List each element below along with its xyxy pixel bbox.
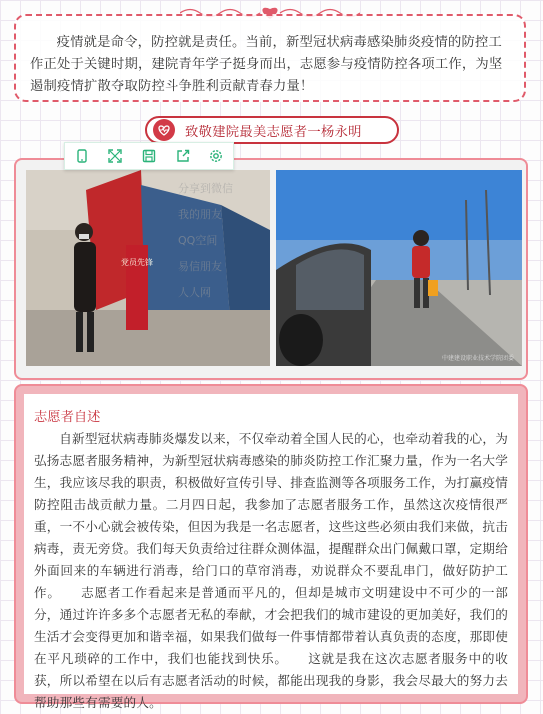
phone-icon[interactable]	[73, 147, 91, 165]
save-icon[interactable]	[140, 147, 158, 165]
volunteer-photo-right	[276, 170, 522, 366]
share-option-renren[interactable]: 人人网	[178, 286, 211, 299]
share-option-friends[interactable]: 我的朋友	[178, 208, 222, 221]
photo-watermark: 中建建设职业技术学院团委	[441, 355, 514, 362]
photo-frame	[14, 158, 528, 380]
title-banner	[145, 116, 399, 144]
statement-card	[24, 394, 518, 710]
statement-body: 自新型冠状病毒肺炎爆发以来，不仅牵动着全国人民的心，也牵动着我的心，为弘扬志愿者服务精神，为新型冠状病毒感染的肺炎防控工作汇聚力量，作为一名大学生，我应该尽我的职责，积极做好宣传引导、排查监测等各项服务工作，为打赢疫情防控阻击战贡献力量。二月四日起，我参加了志愿者服务工作，虽然这次疫情很严重，一不小心就会被传染，但因为我是一名志愿者，这些这些必须由我们来做，抗击病毒，责无旁贷。我们每天负责给过往群众测体温，提醒群众出门佩戴口罩，定期给外面回来的车辆进行消毒，给门口的草帘消毒，劝说群众不要乱串门，做好防护工作。 志愿者工作看起来是普通而平凡的，但却是城市文明建设中不可少的一部分，通过许许多多个志愿者无私的奉献，才会把我们的城市建设的更加美好，我们的生活才会变得更加和谐幸福，如果我们做每一件事情都带着认真负责的态度，那即使在平凡琐碎的工作中，我们也能找到快乐。 这就是我在这次志愿者服务中的收获，所以希望在以后有志愿者活动的时候，都能出现我的身影，我会尽最大的努力去帮助那些有需要的人。	[34, 431, 508, 710]
settings-icon[interactable]	[207, 147, 225, 165]
heart-pulse-icon	[153, 119, 175, 141]
share-option-qzone[interactable]: QQ空间	[178, 234, 218, 247]
intro-text: 疫情就是命令，防控就是责任。当前，新型冠状病毒感染肺炎疫情的防控工作正处于关键时期，建院青年学子挺身而出，志愿参与疫情防控各项工作，为坚遏制疫情扩散夺取防控斗争胜利贡献青春力量！	[30, 35, 503, 94]
share-option-yixin[interactable]: 易信朋友	[178, 260, 222, 273]
photo-sign-text: 党员先锋	[121, 258, 153, 267]
share-icon[interactable]	[174, 147, 192, 165]
section-heading: 志愿者自述	[34, 410, 101, 425]
page-title: 致敬建院最美志愿者一杨永明	[185, 124, 362, 140]
share-option-wechat[interactable]: 分享到微信	[178, 182, 233, 195]
image-toolbar	[64, 142, 234, 170]
intro-box	[14, 14, 526, 102]
share-menu-overlay	[178, 176, 268, 306]
expand-icon[interactable]	[106, 147, 124, 165]
statement-frame	[14, 384, 528, 710]
